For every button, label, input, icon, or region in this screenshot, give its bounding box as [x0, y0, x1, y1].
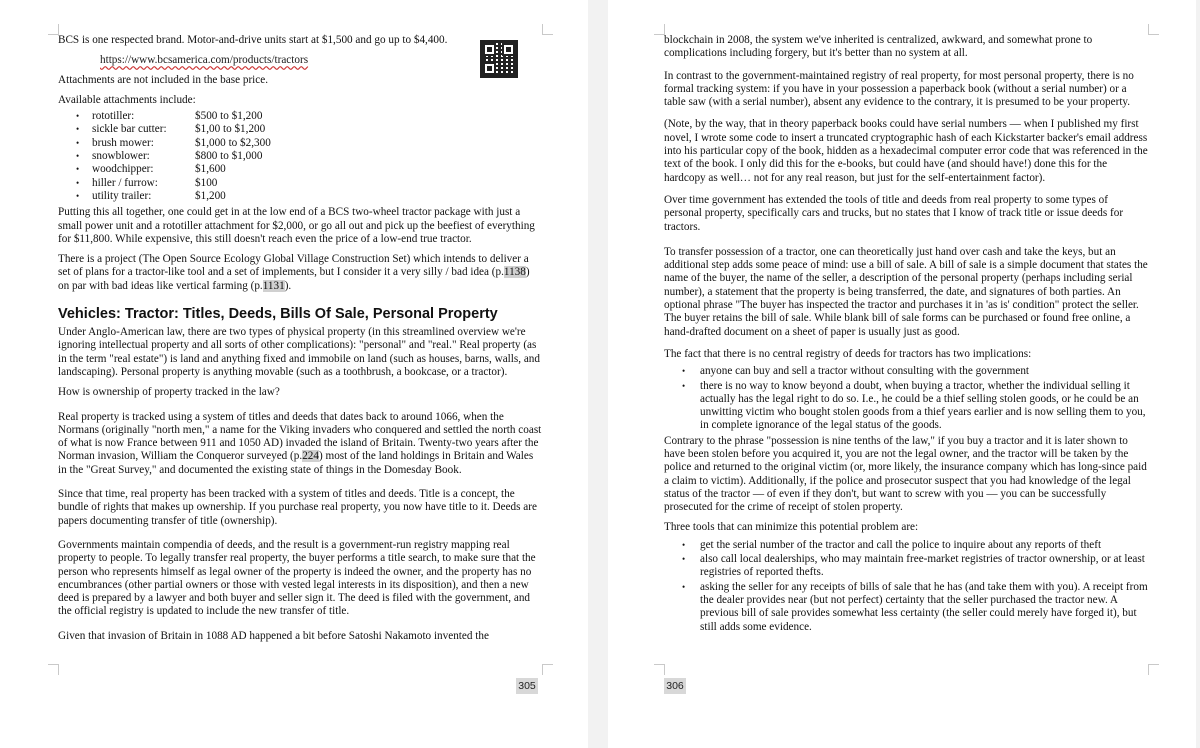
- page-body: [58, 34, 542, 650]
- attachment-name: • brush mower:: [92, 136, 154, 149]
- tools-list: [664, 539, 1148, 634]
- attachments-heading: Available attachments include:: [58, 93, 196, 106]
- attachment-name: • woodchipper:: [92, 163, 154, 176]
- attachment-price: $100: [195, 176, 218, 189]
- crop-mark: [48, 664, 59, 675]
- since-paragraph: Since that time, real property has been tracked with a system of titles and deeds. Title is a concept, the bundle of rights that makes up ownership. If you purchase real property, you now have title to it. Deeds are papers documenting transfer of title (ownership).: [58, 488, 537, 527]
- text-run: ) most of the land holdings in Britain and Wales in the "Great Survey," and documented the existing state of things in the Domesday Book.: [58, 450, 534, 476]
- attachment-price: $1,000 to $2,300: [195, 136, 271, 149]
- page-number: 306: [664, 678, 686, 694]
- blockchain-paragraph: blockchain in 2008, the system we've inherited is centralized, awkward, and somewhat prone to complications including forgery, but it's better than no system at all.: [664, 34, 1093, 60]
- contrary-paragraph: Contrary to the phrase "possession is nine tenths of the law," if you buy a tractor and it is later shown to have been stolen before you acquired it, you are not the legal owner, and the tractor will be taken by the police and returned to the original victim (or, more likely, the insurance company which has long-since paid a claim to victim). Additionally, if the police and prosecutor suspect that you had knowledge of the legal status of the tractor — of even if they don't, but want to screw with you — you can be successfully prosecuted for the crime of receipt of stolen property.: [664, 434, 1147, 514]
- list-item: • also call local dealerships, who may maintain free-market registries of tractor ownership, or at least registries of reported thefts.: [700, 553, 1148, 580]
- list-item: • get the serial number of the tractor and call the police to inquire about any reports of theft: [700, 539, 1148, 552]
- attachments-note: Attachments are not included in the base price.: [58, 73, 269, 86]
- list-item: [76, 177, 542, 190]
- list-item: [76, 110, 542, 123]
- three-tools-paragraph: Three tools that can minimize this potential problem are:: [664, 520, 919, 533]
- list-item: [76, 137, 542, 150]
- page-body: [664, 34, 1148, 636]
- implications-list: [664, 365, 1148, 432]
- crop-mark: [1148, 664, 1159, 675]
- crop-mark: [542, 24, 553, 35]
- attachment-price: $1,200: [195, 189, 226, 202]
- note-paragraph: (Note, by the way, that in theory paperback books could have serial numbers — when I published my first novel, I wrote some code to insert a truncated cryptographic hash of each Kickstarter backer's email address into his particular copy of the book, hidden as a hexadecimal computer error code that was referenced in the text of the book. I only did this for the e-books, but could have (and should have!) done this for the hardcopy as well… not for any real reason, but just for the self-entertainment factor).: [664, 118, 1148, 184]
- page-number: 305: [516, 678, 538, 694]
- text-run: ).: [284, 279, 292, 292]
- attachment-name: • snowblower:: [92, 150, 150, 163]
- page-305: [0, 0, 588, 748]
- given-paragraph: Given that invasion of Britain in 1088 AD happened a bit before Satoshi Nakamoto invented the: [58, 629, 489, 642]
- crop-mark: [654, 664, 665, 675]
- attachment-price: $500 to $1,200: [195, 110, 263, 123]
- list-item: • anyone can buy and sell a tractor without consulting with the government: [700, 365, 1148, 378]
- list-item: [76, 123, 542, 136]
- transfer-paragraph: To transfer possession of a tractor, one can theoretically just hand over cash and take the keys, but an additional step adds some peace of mind: use a bill of sale. A bill of sale is a simple document that states the name of the buyer, the name of the seller, a description of the personal property (perhaps including serial number), a statement that the property is being transferred, the date, and signatures of both parties. An optional phrase "The buyer has inspected the tractor and purchases it in 'as is' condition" protect the seller. The buyer retains the bill of sale. While blank bill of sale forms can be purchased or found free online, a hand-drafted document on a sheet of paper is usually just as good.: [664, 245, 1148, 338]
- list-item: [76, 163, 542, 176]
- crop-mark: [1148, 24, 1159, 35]
- bcs-link[interactable]: [58, 54, 542, 67]
- fact-paragraph: The fact that there is no central registry of deeds for tractors has two implications:: [664, 347, 1032, 360]
- crop-mark: [542, 664, 553, 675]
- list-item: [76, 190, 542, 203]
- page-306: [608, 0, 1196, 748]
- attachment-name: • utility trailer:: [92, 189, 152, 202]
- real-property-paragraph: [58, 411, 542, 477]
- bcs-link-text[interactable]: https://www.bcsamerica.com/products/tractors: [100, 54, 309, 67]
- overtime-paragraph: Over time government has extended the tools of title and deeds from real property to some types of personal property, specifically cars and trucks, but no states that I know of track title or issue deeds for tractors.: [664, 193, 1124, 233]
- text-run: There is a project (The Open Source Ecology Global Village Construction Set) which intends to deliver a set of plans for a tractor-like tool and a set of implements, but I consider it a very silly / bad idea (p.: [58, 253, 529, 279]
- government-paragraph: Governments maintain compendia of deeds, and the result is a government-run registry mapping real property to people. To legally transfer real property, the buyer performs a title search, to make sure that the person who represents himself as legal owner of the property is indeed the owner, and the property has no encumbrances (other partial owners or those with vested legal interests in its disposition), and then a new deed is prepared by a lawyer and both buyer and seller sign it. The deed is filed with the government, and the official registry is updated to include the new transfer of title.: [58, 538, 536, 618]
- page-ref-224[interactable]: 224: [302, 450, 319, 463]
- section-heading: Vehicles: Tractor: Titles, Deeds, Bills Of Sale, Personal Property: [58, 306, 498, 323]
- how-paragraph: How is ownership of property tracked in the law?: [58, 386, 280, 399]
- attachments-list: [58, 110, 542, 203]
- total-paragraph: Putting this all together, one could get in at the low end of a BCS two-wheel tractor package with just a small power unit and a rototiller attachment for $2,000, or go all out and pick up the beefiest of everything for $11,800. While expensive, this still doesn't reach even the price of a low-end true tractor.: [58, 206, 535, 245]
- attachment-name: • rototiller:: [92, 110, 135, 123]
- law-paragraph: Under Anglo-American law, there are two types of physical property (in this streamlined overview we're ignoring intellectual property and all sorts of other complications): "personal" and "real." Real property (as in the term "real estate") is land and anything fixed and immobile on land (such as houses, barns, walls, and landscaping). Personal property is anything movable (such as a toothbrush, a bookcase, or a tractor).: [58, 326, 540, 378]
- attachment-name: • sickle bar cutter:: [92, 123, 167, 136]
- page-ref-1138[interactable]: 1138: [503, 266, 526, 279]
- attachment-price: $800 to $1,000: [195, 150, 263, 163]
- list-item: • there is no way to know beyond a doubt, when buying a tractor, whether the individual selling it actually has the legal right to do so. I.e., he could be a thief selling stolen goods, or he could be an unwitting victim who bought stolen goods from a thief years earlier and is now selling them to you, in complete ignorance of the legal status of the goods.: [700, 380, 1148, 433]
- text-run: Real property is tracked using a system of titles and deeds that dates back to around 1066, when the Normans (originally "north men," a name for the Viking invaders who conquered and settled the north coast of what is now France between 911 and 1050 AD) invaded the island of Britain. Twenty-two years after the Norman invasion, William the Conqueror surveyed (p.: [58, 410, 542, 463]
- list-item: • asking the seller for any receipts of bills of sale that he has (and take them with you). A receipt from the dealer provides near (but not perfect) certainty that the seller purchased the tractor new. A previous bill of sale provides somewhat less certainty (the seller could merely have forged it), but still adds some evidence.: [700, 581, 1148, 634]
- page-ref-1131[interactable]: 1131: [262, 279, 285, 292]
- attachment-price: $1,00 to $1,200: [195, 123, 266, 136]
- project-paragraph: [58, 253, 542, 293]
- text-run: ) on par with bad ideas like vertical farming (p.: [58, 266, 530, 292]
- attachment-price: $1,600: [195, 163, 226, 176]
- attachment-name: • hiller / furrow:: [92, 176, 158, 189]
- list-item: [76, 150, 542, 163]
- intro-paragraph: BCS is one respected brand. Motor-and-drive units start at $1,500 and go up to $4,400.: [58, 34, 448, 46]
- contrast-paragraph: In contrast to the government-maintained registry of real property, for most personal property, there is no formal tracking system: if you have in your possession a paperback book (without a serial number) or a table saw (with a serial number), absent any evidence to the contrary, it is presumed to be your property.: [664, 69, 1134, 109]
